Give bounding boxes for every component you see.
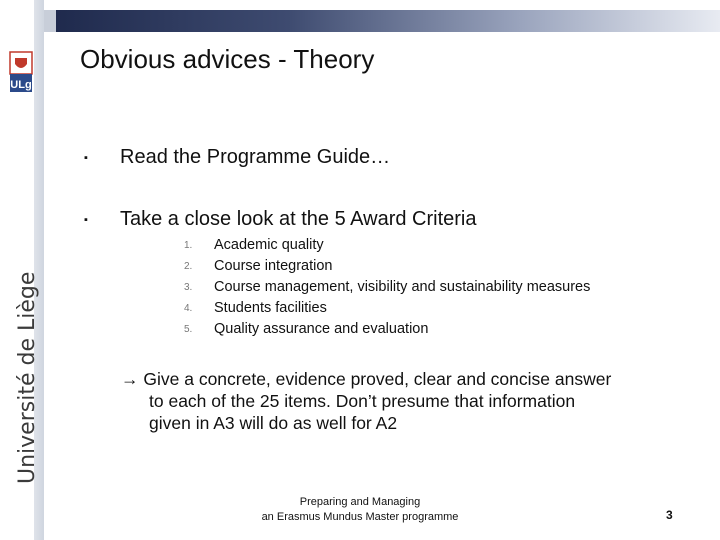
- svg-text:ULg: ULg: [10, 79, 32, 91]
- criteria-number: 2.: [184, 261, 193, 272]
- criteria-text: Students facilities: [214, 300, 327, 316]
- bullet-read-guide: Read the Programme Guide…: [120, 146, 391, 168]
- bullet-marker: ▪: [84, 214, 88, 226]
- arrow-icon: →: [121, 369, 139, 389]
- criteria-number: 5.: [184, 324, 193, 335]
- criteria-item: [184, 277, 590, 298]
- slide-title: Obvious advices - Theory: [80, 44, 375, 74]
- criteria-text: Quality assurance and evaluation: [214, 321, 429, 337]
- criteria-number: 4.: [184, 303, 193, 314]
- criteria-list: [184, 235, 590, 340]
- criteria-item: [184, 319, 590, 340]
- conclusion-text: Give a concrete, evidence proved, clear and concise answer: [143, 369, 612, 389]
- university-logo: [8, 50, 34, 94]
- conclusion-block: [121, 368, 691, 434]
- topbar-separator: [44, 10, 56, 32]
- criteria-text: Course management, visibility and sustainability measures: [214, 279, 591, 295]
- bullet-marker: ▪: [84, 152, 88, 164]
- conclusion-line: [121, 368, 691, 390]
- university-name-text: Université de Liège: [15, 271, 40, 484]
- conclusion-line: to each of the 25 items. Don’t presume that information: [149, 391, 576, 411]
- conclusion-line: given in A3 will do as well for A2: [149, 413, 398, 433]
- sidebar: [0, 0, 44, 540]
- criteria-number: 3.: [184, 282, 193, 293]
- university-name-vertical: [2, 270, 42, 490]
- criteria-item: [184, 235, 590, 256]
- footer: [250, 495, 470, 525]
- footer-line: Preparing and Managing: [299, 496, 421, 508]
- criteria-number: 1.: [184, 240, 193, 251]
- footer-line: an Erasmus Mundus Master programme: [261, 511, 459, 523]
- bullet-award-criteria: Take a close look at the 5 Award Criteria: [120, 208, 477, 230]
- page-number: 3: [666, 508, 673, 522]
- criteria-text: Academic quality: [214, 237, 324, 253]
- criteria-text: Course integration: [214, 258, 333, 274]
- criteria-item: [184, 298, 590, 319]
- criteria-item: [184, 256, 590, 277]
- top-gradient-bar: [56, 10, 720, 32]
